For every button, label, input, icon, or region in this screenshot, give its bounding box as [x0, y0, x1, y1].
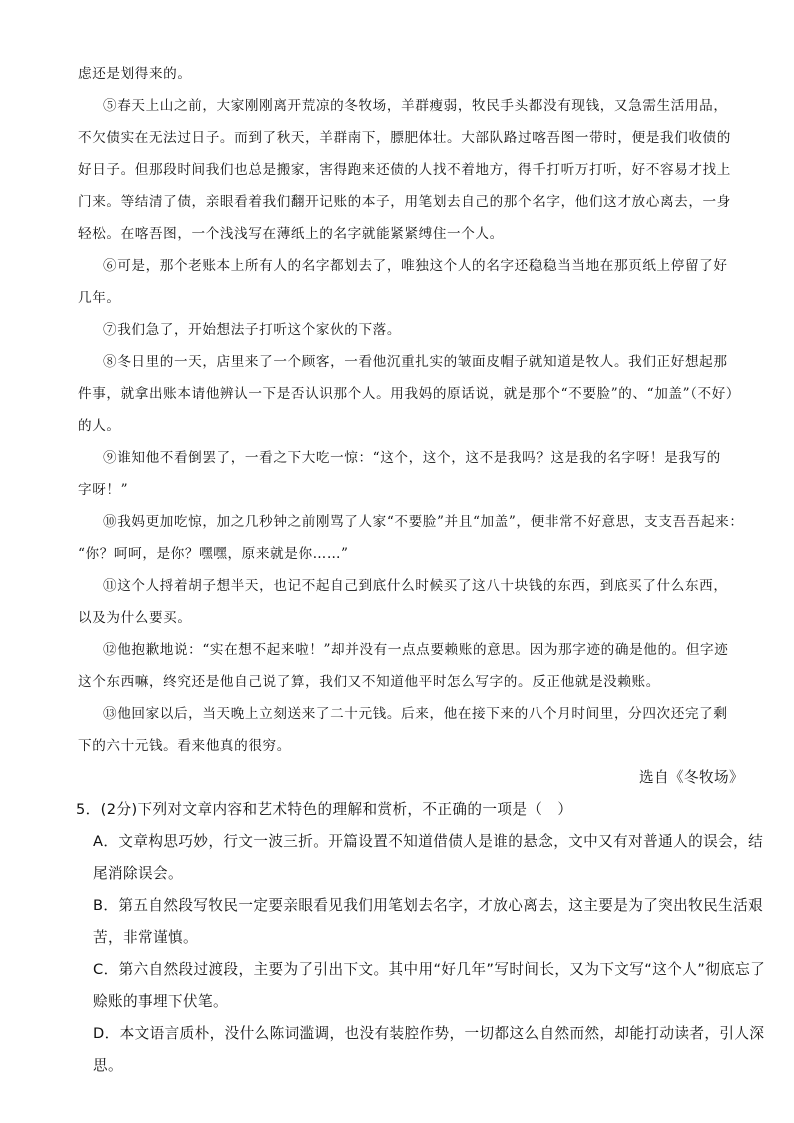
passage-line: 字呀！” [78, 482, 129, 498]
passage-line: 轻松。在喀吾图，一个浅浅写在薄纸上的名字就能紧紧缚住一个人。 [78, 226, 504, 242]
passage-line: “你？呵呵，是你？嘿嘿，原来就是你……” [78, 546, 349, 562]
option-a-line: A．文章构思巧妙，行文一波三折。开篇设置不知道借债人是谁的悬念，文中又有对普通人的误会，结 [93, 833, 764, 850]
option-b-line: 苦，非常谨慎。 [93, 929, 198, 946]
passage-line: 件事，就拿出账本请他辨认一下是否认识那个人。用我妈的原话说，就是那个“不要脸”的、“加盖”（不好） [78, 386, 741, 402]
passage-line: 以及为什么要买。 [78, 610, 192, 626]
passage-line: ⑩我妈更加吃惊，加之几秒钟之前刚骂了人家“不要脸”并且“加盖”，便非常不好意思，支支吾吾起来： [103, 514, 744, 530]
passage-line: ⑬他回家以后，当天晚上立刻送来了二十元钱。后来，他在接下来的八个月时间里，分四次还完了剩 [103, 706, 728, 722]
passage-line: ⑧冬日里的一天，店里来了一个顾客，一看他沉重扎实的皱面皮帽子就知道是牧人。我们正好想起那 [103, 354, 728, 370]
passage-line: ⑫他抱歉地说：“实在想不起来啦！”却并没有一点点要赖账的意思。因为那字迹的确是他的。但字迹 [103, 642, 729, 658]
passage-line: 下的六十元钱。看来他真的很穷。 [78, 738, 291, 754]
option-b-line: B．第五自然段写牧民一定要亲眼看见我们用笔划去名字，才放心离去，这主要是为了突出牧民生活艰 [93, 897, 764, 914]
passage-line: 不欠债实在无法过日子。而到了秋天，羊群南下，膘肥体壮。大部队路过喀吾图一带时，便是我们收债的 [78, 130, 731, 146]
source-attribution: 选自《冬牧场》 [639, 769, 744, 786]
passage-line: 好日子。但那段时间我们也总是搬家，害得跑来还债的人找不着地方，得千打听万打听，好不容易才找上 [78, 162, 731, 178]
option-a-line: 尾消除误会。 [93, 865, 183, 882]
passage-line: ⑦我们急了，开始想法子打听这个家伙的下落。 [103, 322, 402, 338]
passage-line: 虑还是划得来的。 [78, 66, 192, 82]
passage-line: ⑪这个人捋着胡子想半天，也记不起自己到底什么时候买了这八十块钱的东西，到底买了什么东西， [103, 578, 728, 594]
option-d-line: D．本文语言质朴，没什么陈词滥调，也没有装腔作势，一切都这么自然而然，却能打动读者，引人深 [93, 1025, 765, 1042]
passage-line: ⑥可是，那个老账本上所有人的名字都划去了，唯独这个人的名字还稳稳当当地在那页纸上停留了好 [103, 258, 728, 274]
passage-line: 几年。 [78, 290, 121, 306]
passage-line: ⑨谁知他不看倒罢了，一看之下大吃一惊：“这个，这个，这不是我吗？这是我的名字呀！是我写的 [103, 450, 721, 466]
question-stem: 5．(2分)下列对文章内容和艺术特色的理解和赏析，不正确的一项是（ ） [76, 801, 573, 818]
passage-line: 这个东西嘛，终究还是他自己说了算，我们又不知道他平时怎么写字的。反正他就是没赖账。 [78, 674, 660, 690]
option-d-line: 思。 [93, 1057, 123, 1074]
passage-line: ⑤春天上山之前，大家刚刚离开荒凉的冬牧场，羊群瘦弱，牧民手头都没有现钱，又急需生活用品， [103, 98, 728, 114]
passage-line: 的人。 [78, 418, 121, 434]
option-c-line: C．第六自然段过渡段，主要为了引出下文。其中用“好几年”写时间长，又为下文写“这个人”彻底忘了 [93, 961, 766, 978]
passage-line: 门来。等结清了债，亲眼看着我们翻开记账的本子，用笔划去自己的那个名字，他们这才放心离去，一身 [78, 194, 731, 210]
option-c-line: 赊账的事埋下伏笔。 [93, 993, 228, 1010]
